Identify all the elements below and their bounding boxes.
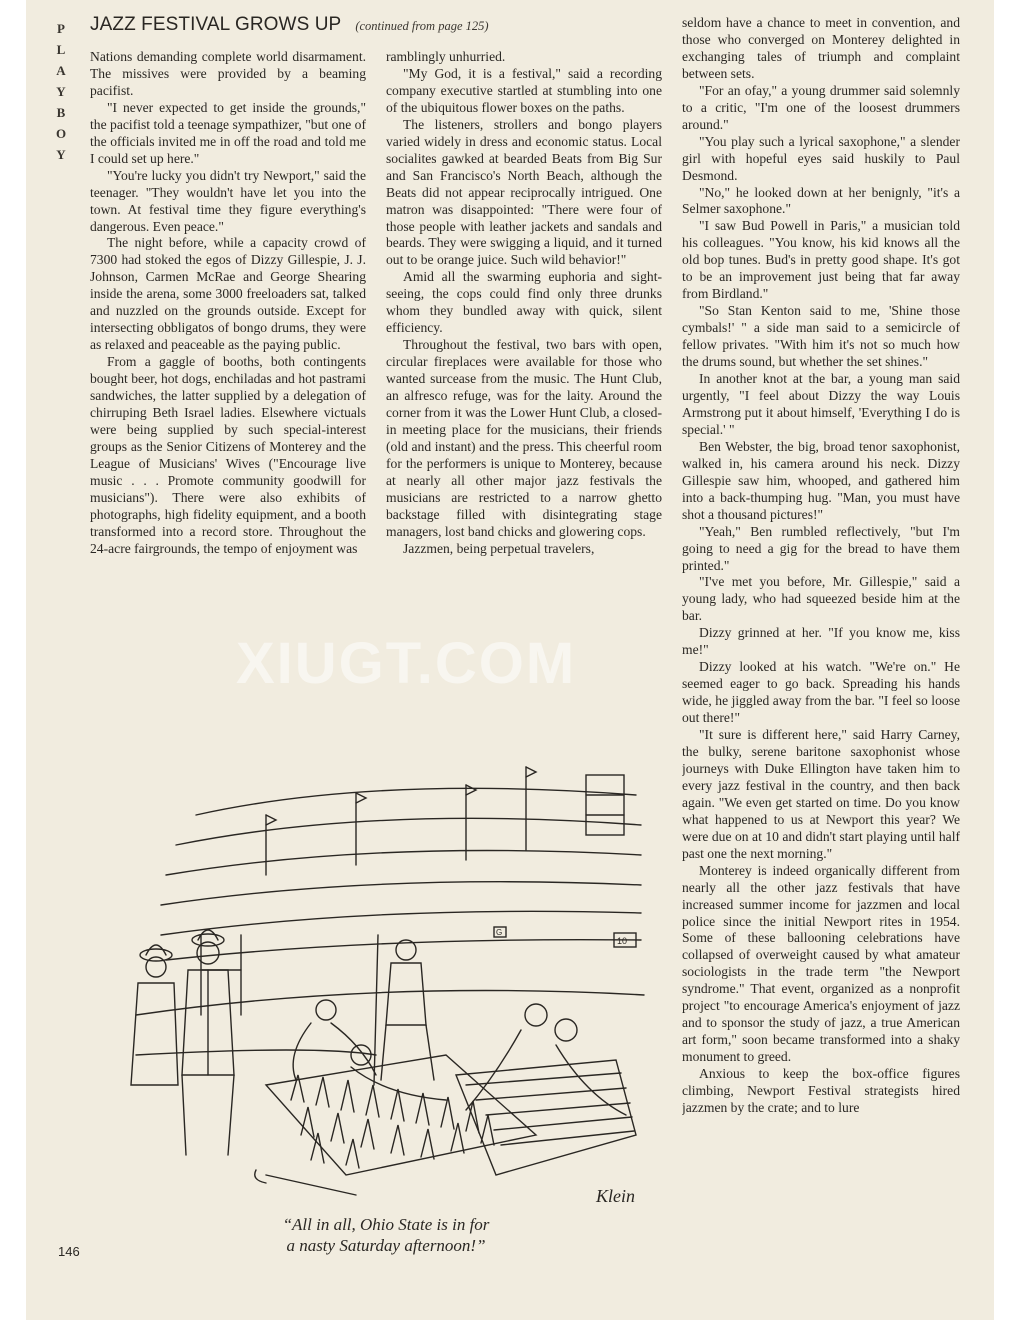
cartoon-sign-letter: G — [496, 928, 503, 937]
magazine-letter: O — [55, 126, 67, 141]
article-paragraph: Nations demanding complete world disarmament. The missives were provided by a beaming pacifist. — [90, 49, 366, 98]
cartoon-signature: Klein — [596, 1186, 635, 1206]
magazine-letter: P — [57, 21, 65, 36]
watermark-text: XIUGT.COM — [236, 631, 577, 696]
article-paragraph: "You're lucky you didn't try Newport," said the teenager. "They wouldn't have let you into the town. At festival time they figure everything's dangerous. Even peace." — [90, 167, 366, 234]
turf-cover — [456, 1060, 636, 1175]
stadium-tier — [166, 851, 641, 876]
stadium-tower — [586, 775, 624, 835]
text-column-3 — [682, 15, 960, 1275]
caption-line: “All in all, Ohio State is in for — [282, 1215, 490, 1234]
magazine-letter: A — [56, 63, 66, 78]
article-paragraph: In another knot at the bar, a young man said urgently, "I feel about Dizzy the way Louis Armstrong put it about himself, 'Everything I do is special.' " — [682, 371, 960, 437]
article-paragraph: Throughout the festival, two bars with open, circular fireplaces were available for those who wanted surcease from the music. The Hunt Club, an alfresco refuge, was for the laity. Around the corner from it was the Lower Hunt Club, a closed-in meeting place for the musicians, their friends (old and instant) and the press. This cheerful room for the performers is unique to Monterey, because at nearly all other major jazz festivals the musicians are restricted to a narrow ghetto backstage filled with disintegrating stage managers, lost band chicks and glowering cops. — [386, 337, 662, 539]
article-paragraph: Jazzmen, being perpetual travelers, — [403, 540, 595, 556]
magazine-name-vertical — [54, 18, 68, 165]
article-paragraph: "My God, it is a festival," said a recording company executive startled at stumbling into one of the ubiquitous flower boxes on the paths. — [386, 65, 662, 115]
article-paragraph: "You play such a lyrical saxophone," a slender girl with hopeful eyes said huskily to Paul Desmond. — [682, 133, 960, 183]
article-paragraph: The listeners, strollers and bongo players varied widely in dress and economic status. Local socialites gawked at bearded Beats from Big Sur and San Francisco's North Beach, although the Beats did not appear reciprocally intrigued. One matron was disappointed: "There were four of those people with leather jackets and sandals and beards. They were swigging a liquid, and it turned out to be orange juice. Such wild behavior!" — [386, 116, 662, 268]
stadium-rim — [196, 788, 636, 815]
man-hat — [192, 934, 224, 946]
article-paragraph: Dizzy looked at his watch. "We're on." He seemed eager to go back. Spreading his hands wide, he jiggled away from the bar. "I feel so loose out there!" — [682, 659, 960, 726]
article-paragraph: "So Stan Kenton said to me, 'Shine those cymbals!' " a side man said to a semicircle of fellow privates. "With him it's not so much how the drums sound, but whether the set shines." — [682, 303, 960, 370]
article-paragraph: Ben Webster, the big, broad tenor saxophonist, walked in, his camera around his neck. Dizzy Gillespie saw him, whooped, and gathered him into a back-thumping hug. "Man, you must have shot a thousand pictures!" — [682, 438, 960, 522]
magazine-page — [26, 0, 994, 1320]
article-paragraph: Anxious to keep the box-office figures climbing, Newport Festival strategists hired jazzmen by the crate; and to lure — [682, 1066, 960, 1115]
magazine-letter: Y — [56, 84, 66, 99]
magazine-letter: L — [56, 42, 66, 57]
text-column-1 — [90, 49, 366, 699]
stadium-tier — [176, 818, 641, 845]
article-paragraph: "I saw Bud Powell in Paris," a musician told his colleagues. "You know, his kid knows all the old bop tunes. Bud's in pretty good shape. It's got to be an improvement just being that far away from Birdland." — [682, 218, 960, 302]
shovel — [374, 935, 378, 1085]
shovel-ground — [255, 1170, 356, 1195]
man-coat — [131, 983, 178, 1085]
cartoon-sign-number: 10 — [617, 936, 628, 946]
cartoon-caption — [216, 1214, 556, 1256]
stadium-tier — [161, 882, 641, 905]
man-hat — [140, 949, 172, 961]
article-header — [90, 14, 650, 44]
magazine-letter: B — [56, 105, 66, 120]
article-paragraph: Amid all the swarming euphoria and sight-seeing, the cops could find only three drunks whom they bundled away with quick, silent efficiency. — [386, 269, 662, 336]
page-number: 146 — [58, 1244, 80, 1259]
article-paragraph: seldom have a chance to meet in convention, and those who converged on Monterey delighted in exchanging tales of triumph and complaint between sets. — [682, 15, 960, 81]
article-paragraph: ramblingly unhurried. — [386, 49, 506, 64]
continued-note: (continued from page 125) — [355, 19, 489, 33]
article-paragraph: "I've met you before, Mr. Gillespie," said a young lady, who had squeezed beside him at the bar. — [682, 574, 960, 624]
article-paragraph: Monterey is indeed organically different from nearly all the other jazz festivals that have increased summer income for jazzmen and local police since the initial Newport rites in 1954. Some of these ballooning celebrations have collapsed of overweight caused by what amateur sociologists in the trade term "the Newport syndrome." That event, organized as a nonprofit project "to encourage America's enjoyment of jazz and to sponsor the study of jazz, a true American art form," soon became transformed into a shaky monument to greed. — [682, 862, 960, 1065]
article-paragraph: "I never expected to get inside the grounds," the pacifist told a teenage sympathizer, "but one of the officials invited me in off the road and told me I could set up here." — [90, 99, 366, 166]
text-column-2 — [386, 49, 662, 699]
stadium-tier — [161, 911, 641, 935]
article-paragraph: "For an ofay," a young drummer said solemnly to a critic, "I'm one of the loosest drummers around." — [682, 82, 960, 132]
article-title: JAZZ FESTIVAL GROWS UP — [90, 14, 342, 35]
article-paragraph: From a gaggle of booths, both contingents bought beer, hot dogs, enchiladas and hot pastrami sandwiches, the latter supplied by a delegation of chirruping Beth Israel ladies. Elsewhere victuals were being supplied by such special-interest groups as the Senior Citizens of Monterey and the League of Musicians' Wives ("Encourage live music . . . Promote community goodwill for musicians"). There were also exhibits of photographs, high fidelity equipment, and a booth transformed into a record store. Throughout the 24-acre fairgrounds, the tempo of enjoyment was — [90, 354, 366, 556]
article-paragraph: "No," he looked down at her benignly, "it's a Selmer saxophone." — [682, 184, 960, 217]
field-ground — [136, 991, 644, 1016]
article-paragraph: "Yeah," Ben rumbled reflectively, "but I'm going to need a gig for the bread to have them printed." — [682, 523, 960, 573]
article-paragraph: "It sure is different here," said Harry Carney, the bulky, serene baritone saxophonist whose journeys with Duke Ellington have taken him to every jazz festival in the country, and then back again. "We even get started on time. Do you know what happened to us at Newport this year? We were due on at 10 and didn't start playing until half past one the next morning." — [682, 727, 960, 861]
article-paragraph: Dizzy grinned at her. "If you know me, kiss me!" — [682, 625, 960, 658]
article-paragraph: The night before, while a capacity crowd of 7300 had stoked the egos of Dizzy Gillespie, J. J. Johnson, Carmen McRae and George Shearing inside the arena, some 3000 freeloaders sat, talked and nuzzled on the grounds outside. Except for intersecting obbligatos of bongo drums, they were as relaxed and peaceable as the paying public. — [90, 235, 366, 353]
cartoon-illustration — [116, 755, 646, 1210]
stadium-tier — [166, 940, 641, 960]
magazine-letter: Y — [56, 147, 66, 162]
caption-line: a nasty Saturday afternoon!” — [286, 1236, 486, 1255]
